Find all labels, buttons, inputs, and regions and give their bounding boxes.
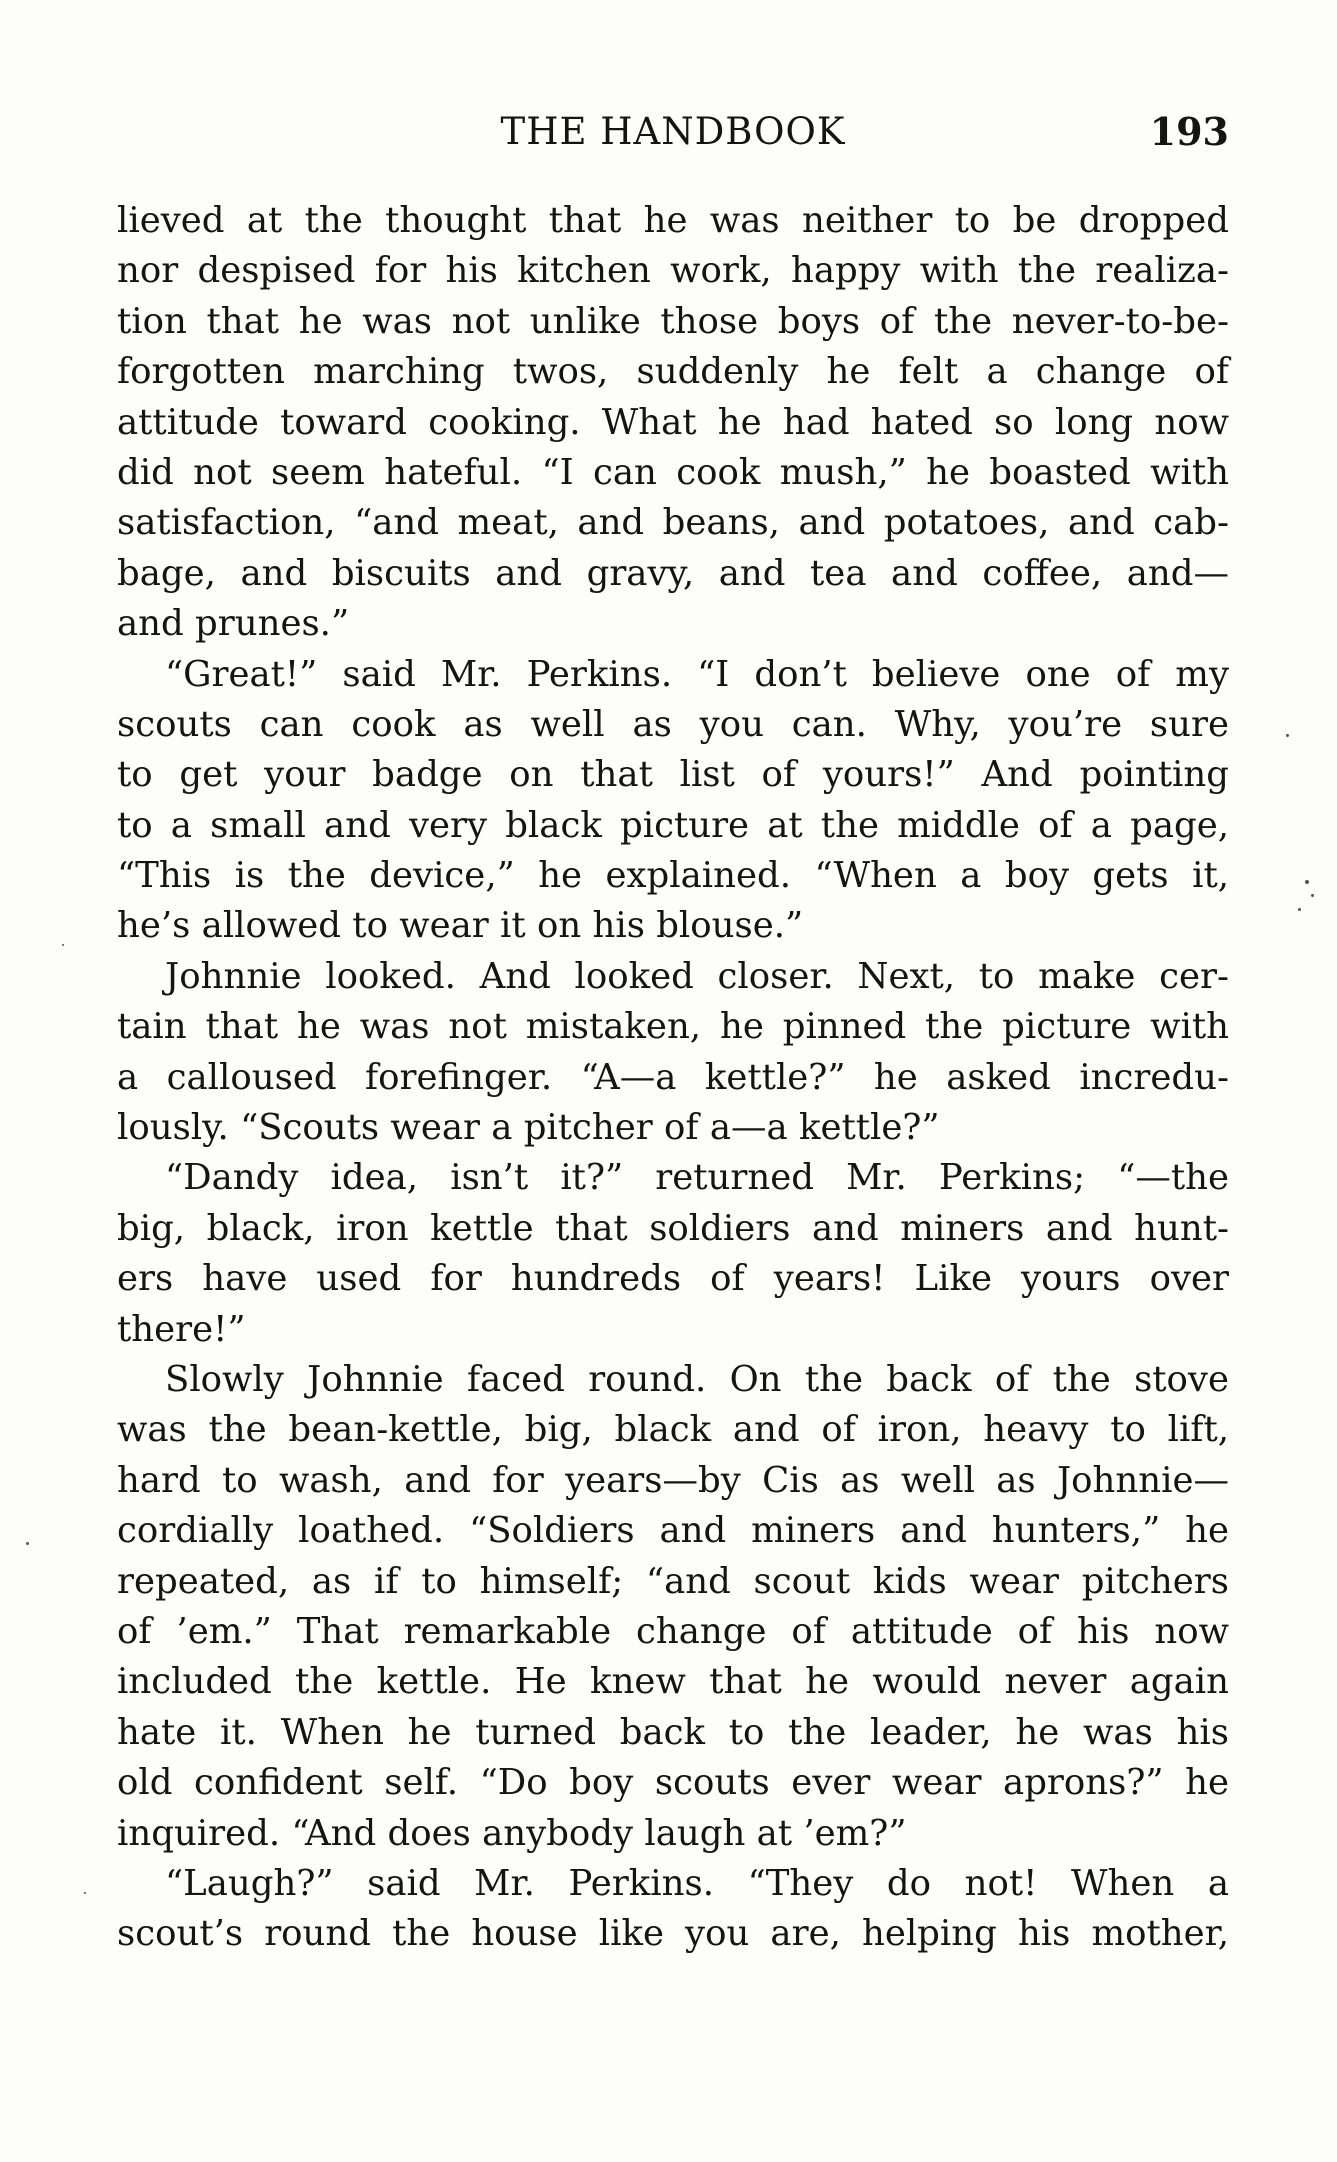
text-line: big, black, iron kettle that soldiers and miners and hunt- — [117, 1207, 1229, 1249]
text-line: did not seem hateful. “I can cook mush,” he boasted with — [117, 451, 1229, 493]
text-line: lously. “Scouts wear a pitcher of a—a kettle?” — [117, 1107, 940, 1149]
text-line: nor despised for his kitchen work, happy with the realiza- — [117, 250, 1229, 292]
scan-speck — [1311, 894, 1314, 897]
scan-speck — [62, 944, 64, 946]
scan-speck — [26, 1542, 29, 1545]
text-line: tain that he was not mistaken, he pinned the picture with — [117, 1006, 1229, 1048]
text-line: attitude toward cooking. What he had hated so long now — [117, 401, 1229, 443]
text-line: was the bean-kettle, big, black and of iron, heavy to lift, — [117, 1409, 1229, 1451]
text-line: lieved at the thought that he was neither to be dropped — [117, 200, 1229, 241]
text-line: Johnnie looked. And looked closer. Next, to make cer- — [165, 955, 1229, 997]
text-line: scouts can cook as well as you can. Why, you’re sure — [117, 703, 1229, 745]
text-line: hard to wash, and for years—by Cis as well as Johnnie— — [117, 1459, 1229, 1501]
text-line: tion that he was not unlike those boys of the never-to-be- — [117, 300, 1229, 342]
scan-speck — [1298, 908, 1301, 911]
text-line: included the kettle. He knew that he would never again — [117, 1661, 1229, 1703]
text-line: bage, and biscuits and gravy, and tea and coffee, and— — [117, 552, 1229, 594]
text-line: to a small and very black picture at the middle of a page, — [117, 804, 1229, 846]
scan-speck — [84, 1892, 86, 1894]
text-line: “This is the device,” he explained. “When a boy gets it, — [117, 855, 1229, 897]
text-line: to get your badge on that list of yours!” And pointing — [117, 754, 1229, 796]
text-line: he’s allowed to wear it on his blouse.” — [117, 905, 804, 947]
text-line: old confident self. “Do boy scouts ever wear aprons?” he — [117, 1762, 1229, 1804]
text-line: a calloused forefinger. “A—a kettle?” he asked incredu- — [117, 1056, 1229, 1098]
scan-speck — [1286, 734, 1289, 737]
text-line: “Great!” said Mr. Perkins. “I don’t believe one of my — [165, 653, 1229, 695]
text-line: satisfaction, “and meat, and beans, and potatoes, and cab- — [117, 502, 1229, 544]
page-number: 193 — [1149, 109, 1229, 154]
text-line: hate it. When he turned back to the leader, he was his — [117, 1711, 1229, 1753]
text-line: forgotten marching twos, suddenly he felt a change of — [117, 351, 1229, 393]
running-head-title: THE HANDBOOK — [500, 110, 846, 153]
scan-speck — [1305, 880, 1309, 884]
text-line: cordially loathed. “Soldiers and miners and hunters,” he — [117, 1510, 1229, 1552]
text-line: “Laugh?” said Mr. Perkins. “They do not! When a — [165, 1862, 1229, 1904]
text-line: Slowly Johnnie faced round. On the back of the stove — [165, 1358, 1229, 1400]
text-line: “Dandy idea, isn’t it?” returned Mr. Perkins; “—the — [165, 1157, 1229, 1199]
text-line: scout’s round the house like you are, helping his mother, — [117, 1913, 1229, 1955]
body-text — [117, 196, 1229, 1960]
text-line: there!” — [117, 1308, 246, 1350]
text-line: and prunes.” — [117, 603, 350, 645]
text-line: of ’em.” That remarkable change of attitude of his now — [117, 1610, 1229, 1652]
text-line: ers have used for hundreds of years! Like yours over — [117, 1258, 1229, 1300]
text-line: inquired. “And does anybody laugh at ’em?” — [117, 1812, 907, 1854]
running-head — [117, 108, 1229, 156]
text-line: repeated, as if to himself; “and scout kids wear pitchers — [117, 1560, 1229, 1602]
